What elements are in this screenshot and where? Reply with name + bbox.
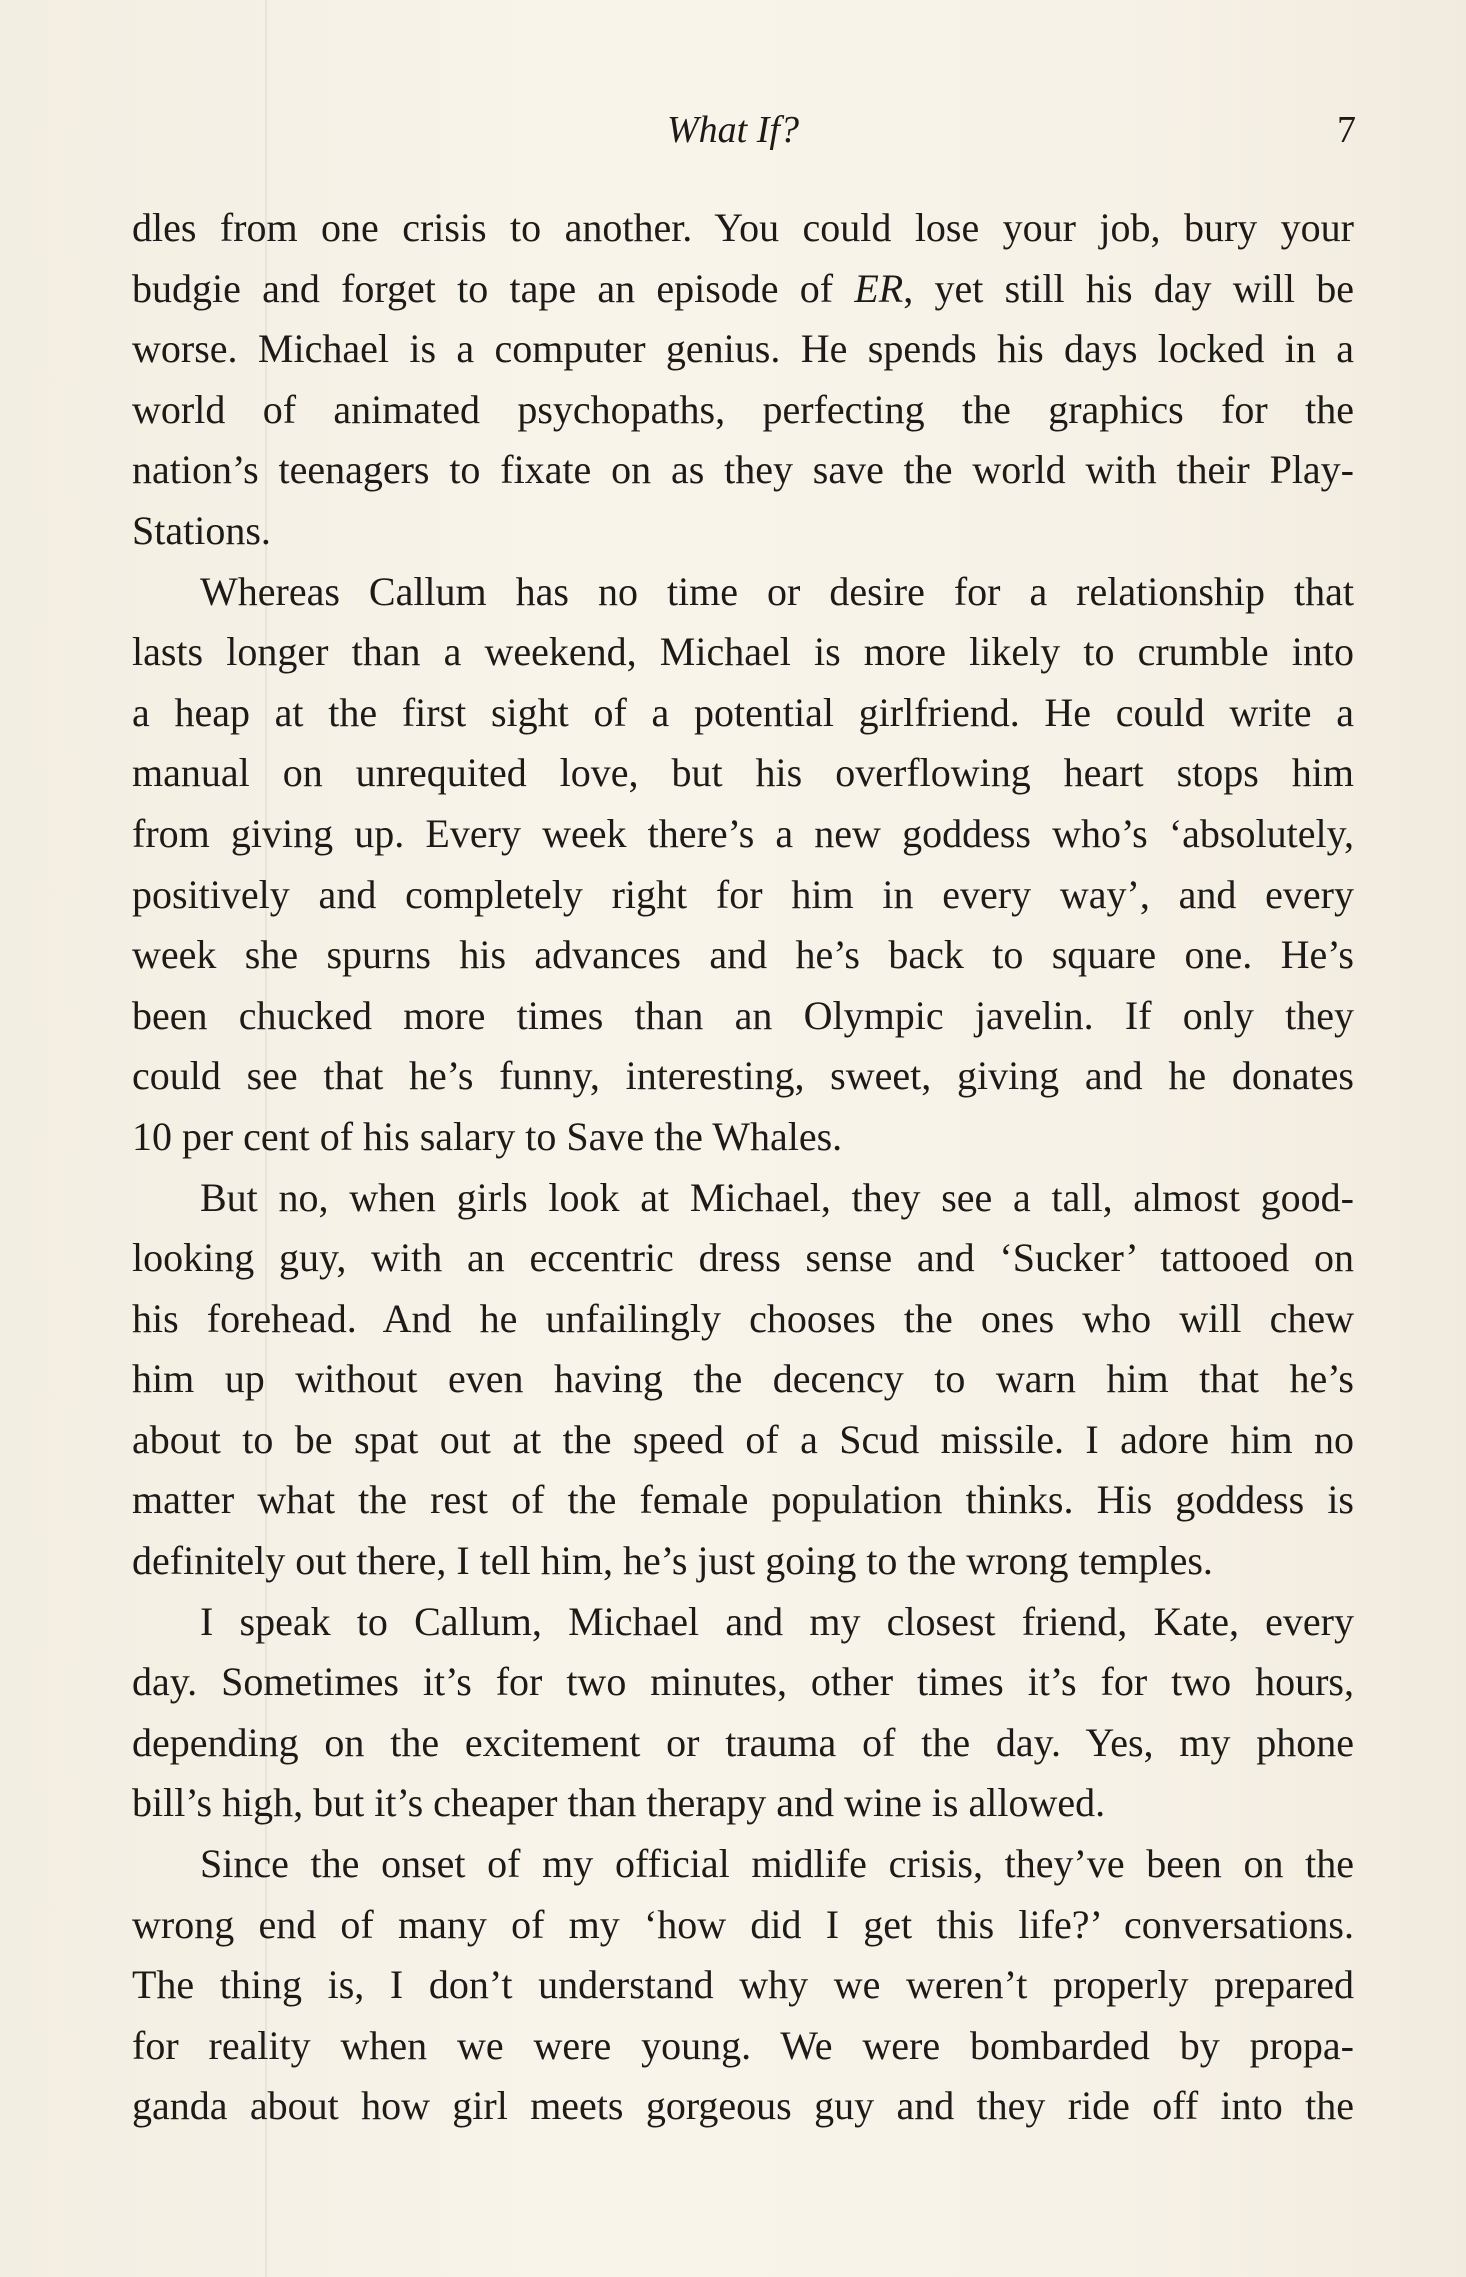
text-line: world of animated psychopaths, perfecting the graphics for the	[132, 386, 1354, 432]
text-line: lasts longer than a weekend, Michael is more likely to crumble into	[132, 629, 1354, 675]
text-line: week she spurns his advances and he’s back to square one. He’s	[132, 932, 1354, 978]
text-line: been chucked more times than an Olympic javelin. If only they	[132, 992, 1354, 1038]
text-line: him up without even having the decency to warn him that he’s	[132, 1356, 1354, 1402]
body-text	[132, 198, 1354, 2137]
text-line: about to be spat out at the speed of a Scud missile. I adore him no	[132, 1416, 1354, 1462]
text-line: Since the onset of my official midlife crisis, they’ve been on the	[200, 1841, 1354, 1887]
paragraph-2	[132, 562, 1354, 1168]
text-line: worse. Michael is a computer genius. He spends his days locked in a	[132, 326, 1354, 372]
text-line: nation’s teenagers to fixate on as they save the world with their Play-	[132, 447, 1354, 493]
paragraph-3	[132, 1168, 1354, 1592]
text-line: definitely out there, I tell him, he’s just going to the wrong temples.	[132, 1538, 1213, 1584]
text-line: manual on unrequited love, but his overflowing heart stops him	[132, 750, 1354, 796]
page-number: 7	[1337, 109, 1356, 151]
text-line: looking guy, with an eccentric dress sense and ‘Sucker’ tattooed on	[132, 1235, 1354, 1281]
text-line: ganda about how girl meets gorgeous guy and they ride off into the	[132, 2083, 1354, 2129]
text-line: The thing is, I don’t understand why we weren’t properly prepared	[132, 1962, 1354, 2008]
text-line: But no, when girls look at Michael, they see a tall, almost good-	[200, 1174, 1354, 1220]
text-line: matter what the rest of the female population thinks. His goddess is	[132, 1477, 1354, 1523]
italic-title: ER	[854, 265, 904, 311]
text-line: wrong end of many of my ‘how did I get this life?’ conversations.	[132, 1901, 1354, 1947]
paragraph-4	[132, 1592, 1354, 1834]
text-line: day. Sometimes it’s for two minutes, other times it’s for two hours,	[132, 1659, 1354, 1705]
text-line: Stations.	[132, 507, 271, 553]
paragraph-1	[132, 198, 1354, 562]
text-line: budgie and forget to tape an episode of ER, yet still his day will be	[132, 265, 1354, 311]
paragraph-5	[132, 1834, 1354, 2137]
text-line: for reality when we were young. We were bombarded by propa-	[132, 2022, 1354, 2068]
text-line: his forehead. And he unfailingly chooses the ones who will chew	[132, 1295, 1354, 1341]
text-line: dles from one crisis to another. You could lose your job, bury your	[132, 205, 1354, 250]
text-line: depending on the excitement or trauma of the day. Yes, my phone	[132, 1719, 1354, 1765]
text-line: 10 per cent of his salary to Save the Whales.	[132, 1113, 843, 1159]
running-title: What If?	[667, 109, 799, 151]
text-line: positively and completely right for him in every way’, and every	[132, 871, 1354, 917]
text-line: I speak to Callum, Michael and my closest friend, Kate, every	[200, 1598, 1354, 1644]
text-line: from giving up. Every week there’s a new goddess who’s ‘absolutely,	[132, 810, 1354, 856]
text-line: could see that he’s funny, interesting, sweet, giving and he donates	[132, 1053, 1354, 1099]
text-line: Whereas Callum has no time or desire for a relationship that	[200, 568, 1354, 614]
running-head	[0, 100, 1466, 160]
text-line: a heap at the first sight of a potential girlfriend. He could write a	[132, 689, 1354, 735]
text-line: bill’s high, but it’s cheaper than therapy and wine is allowed.	[132, 1780, 1106, 1826]
